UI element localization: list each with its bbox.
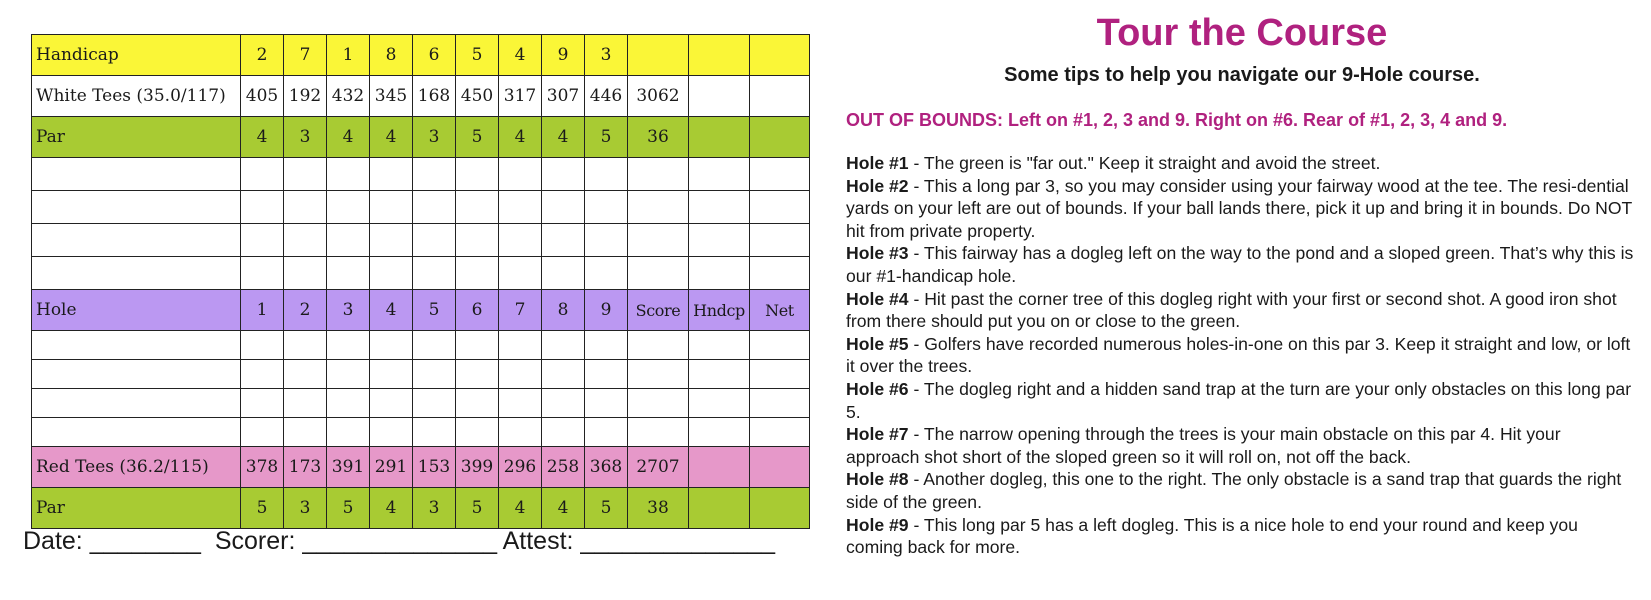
par-red-row bbox=[32, 488, 810, 529]
par-cell: 4 bbox=[542, 117, 585, 158]
score-cell[interactable] bbox=[284, 224, 327, 257]
score-cell[interactable] bbox=[750, 158, 810, 191]
par-label: Par bbox=[32, 488, 241, 529]
score-cell[interactable] bbox=[628, 224, 689, 257]
score-cell[interactable] bbox=[241, 191, 284, 224]
score-cell[interactable] bbox=[284, 418, 327, 447]
score-cell[interactable] bbox=[456, 418, 499, 447]
hole-tip-text: - Hit past the corner tree of this dogleg right with your first or second shot. A good iron shot from there should put you on or close to the green. bbox=[846, 288, 1617, 332]
score-cell[interactable] bbox=[456, 224, 499, 257]
score-cell[interactable] bbox=[241, 257, 284, 290]
player-name-cell[interactable] bbox=[32, 158, 241, 191]
score-cell[interactable] bbox=[499, 224, 542, 257]
handicap-cell: 2 bbox=[241, 35, 284, 76]
score-cell[interactable] bbox=[750, 191, 810, 224]
score-cell[interactable] bbox=[750, 360, 810, 389]
hndcp-header: Hndcp bbox=[689, 290, 750, 331]
score-cell[interactable] bbox=[585, 360, 628, 389]
par-cell: 5 bbox=[456, 117, 499, 158]
score-cell[interactable] bbox=[750, 418, 810, 447]
score-cell[interactable] bbox=[413, 191, 456, 224]
handicap-cell: 5 bbox=[456, 35, 499, 76]
score-cell[interactable] bbox=[750, 389, 810, 418]
score-cell[interactable] bbox=[689, 191, 750, 224]
handicap-cell: 4 bbox=[499, 35, 542, 76]
score-cell[interactable] bbox=[542, 418, 585, 447]
par-cell: 5 bbox=[585, 488, 628, 529]
white-tees-cell: 446 bbox=[585, 76, 628, 117]
score-cell[interactable] bbox=[689, 257, 750, 290]
score-cell[interactable] bbox=[456, 389, 499, 418]
hole-label: Hole bbox=[32, 290, 241, 331]
score-cell[interactable] bbox=[628, 360, 689, 389]
score-cell[interactable] bbox=[413, 224, 456, 257]
player-row bbox=[32, 360, 810, 389]
par-label: Par bbox=[32, 117, 241, 158]
player-name-cell[interactable] bbox=[32, 389, 241, 418]
par-cell: 5 bbox=[241, 488, 284, 529]
handicap-cell: 7 bbox=[284, 35, 327, 76]
player-name-cell[interactable] bbox=[32, 418, 241, 447]
red-tees-cell: 391 bbox=[327, 447, 370, 488]
score-cell[interactable] bbox=[413, 331, 456, 360]
score-cell[interactable] bbox=[241, 389, 284, 418]
red-tees-cell: 399 bbox=[456, 447, 499, 488]
hole-tip-text: - This fairway has a dogleg left on the way to the pond and a sloped green. That’s why this is our #1-handicap hole. bbox=[846, 243, 1634, 286]
hole-row bbox=[32, 290, 810, 331]
page-title: Tour the Course bbox=[1096, 12, 1388, 54]
hole-tip-label: Hole #5 bbox=[846, 333, 909, 354]
red-tees-cell bbox=[689, 447, 750, 488]
score-cell[interactable] bbox=[456, 331, 499, 360]
page-subtitle: Some tips to help you navigate our 9-Hole course. bbox=[1004, 64, 1480, 86]
white-tees-cell bbox=[750, 76, 810, 117]
par-cell: 3 bbox=[413, 117, 456, 158]
score-cell[interactable] bbox=[542, 389, 585, 418]
score-cell[interactable] bbox=[689, 224, 750, 257]
hole-tip-text: - Another dogleg, this one to the right. The only obstacle is a sand trap that guards the right side of the green. bbox=[846, 469, 1622, 512]
handicap-cell bbox=[689, 35, 750, 76]
score-cell[interactable] bbox=[327, 389, 370, 418]
score-cell[interactable] bbox=[585, 331, 628, 360]
score-cell[interactable] bbox=[585, 389, 628, 418]
score-cell[interactable] bbox=[499, 389, 542, 418]
par-cell: 38 bbox=[628, 488, 689, 529]
white-tees-row bbox=[32, 76, 810, 117]
hole-number: 3 bbox=[327, 290, 370, 331]
white-tees-cell: 307 bbox=[542, 76, 585, 117]
player-row bbox=[32, 389, 810, 418]
par-cell: 5 bbox=[456, 488, 499, 529]
score-cell[interactable] bbox=[327, 224, 370, 257]
hole-tip-text: - This long par 5 has a left dogleg. This is a nice hole to end your round and keep you coming back for more. bbox=[846, 514, 1578, 558]
white-tees-cell: 345 bbox=[370, 76, 413, 117]
hole-tip-text: - The dogleg right and a hidden sand trap at the turn are your only obstacles on this long par 5. bbox=[846, 378, 1632, 422]
player-name-cell[interactable] bbox=[32, 257, 241, 290]
score-cell[interactable] bbox=[241, 418, 284, 447]
score-cell[interactable] bbox=[499, 191, 542, 224]
handicap-cell: 3 bbox=[585, 35, 628, 76]
hole-tip bbox=[846, 175, 1638, 243]
handicap-cell: 8 bbox=[370, 35, 413, 76]
score-header: Score bbox=[628, 290, 689, 331]
handicap-cell bbox=[750, 35, 810, 76]
score-cell[interactable] bbox=[370, 331, 413, 360]
handicap-cell: 1 bbox=[327, 35, 370, 76]
par-cell: 36 bbox=[628, 117, 689, 158]
hole-tip-text: - Golfers have recorded numerous holes-in-one on this par 3. Keep it straight and low, or loft it over the trees. bbox=[846, 333, 1631, 377]
red-tees-cell: 153 bbox=[413, 447, 456, 488]
score-cell[interactable] bbox=[327, 191, 370, 224]
red-tees-cell: 173 bbox=[284, 447, 327, 488]
score-cell[interactable] bbox=[542, 224, 585, 257]
hole-number: 5 bbox=[413, 290, 456, 331]
score-cell[interactable] bbox=[370, 158, 413, 191]
score-cell[interactable] bbox=[585, 418, 628, 447]
score-cell[interactable] bbox=[628, 191, 689, 224]
white-tees-cell: 450 bbox=[456, 76, 499, 117]
score-cell[interactable] bbox=[585, 257, 628, 290]
player-row bbox=[32, 257, 810, 290]
attest-field[interactable]: Attest: ______________ bbox=[502, 527, 776, 555]
score-cell[interactable] bbox=[750, 257, 810, 290]
score-cell[interactable] bbox=[413, 360, 456, 389]
player-row bbox=[32, 418, 810, 447]
score-cell[interactable] bbox=[542, 331, 585, 360]
player-row bbox=[32, 331, 810, 360]
score-cell[interactable] bbox=[284, 331, 327, 360]
red-tees-cell: 368 bbox=[585, 447, 628, 488]
par-white-row bbox=[32, 117, 810, 158]
hole-tip bbox=[846, 378, 1638, 423]
hole-tip-label: Hole #9 bbox=[846, 514, 909, 535]
score-cell[interactable] bbox=[750, 331, 810, 360]
score-cell[interactable] bbox=[370, 224, 413, 257]
score-cell[interactable] bbox=[689, 158, 750, 191]
score-cell[interactable] bbox=[689, 418, 750, 447]
score-cell[interactable] bbox=[456, 257, 499, 290]
hole-number: 1 bbox=[241, 290, 284, 331]
scorecard-table bbox=[31, 34, 810, 529]
score-cell[interactable] bbox=[499, 158, 542, 191]
player-name-cell[interactable] bbox=[32, 191, 241, 224]
par-cell bbox=[689, 488, 750, 529]
par-cell: 4 bbox=[327, 117, 370, 158]
hole-tip-text: - This a long par 3, so you may consider using your fairway wood at the tee. The resi-dential yards on your left are out of bounds. If your ball lands there, pick it up and bring it in bounds. Do NOT hit from private property. bbox=[846, 175, 1632, 241]
white-tees-cell: 168 bbox=[413, 76, 456, 117]
score-cell[interactable] bbox=[370, 191, 413, 224]
score-cell[interactable] bbox=[327, 360, 370, 389]
red-tees-cell bbox=[750, 447, 810, 488]
hole-number: 6 bbox=[456, 290, 499, 331]
out-of-bounds-note: OUT OF BOUNDS: Left on #1, 2, 3 and 9. Right on #6. Rear of #1, 2, 3, 4 and 9. bbox=[846, 110, 1508, 130]
hole-tip bbox=[846, 468, 1638, 513]
par-cell: 4 bbox=[499, 488, 542, 529]
red-tees-cell: 258 bbox=[542, 447, 585, 488]
score-cell[interactable] bbox=[284, 360, 327, 389]
score-cell[interactable] bbox=[327, 158, 370, 191]
player-row bbox=[32, 158, 810, 191]
hole-number: 8 bbox=[542, 290, 585, 331]
score-cell[interactable] bbox=[628, 158, 689, 191]
hole-tip-label: Hole #3 bbox=[846, 243, 909, 264]
white-tees-cell: 317 bbox=[499, 76, 542, 117]
handicap-cell: 6 bbox=[413, 35, 456, 76]
handicap-label: Handicap bbox=[32, 35, 241, 76]
hole-tip bbox=[846, 423, 1638, 468]
player-row bbox=[32, 224, 810, 257]
par-cell: 4 bbox=[499, 117, 542, 158]
score-cell[interactable] bbox=[689, 389, 750, 418]
score-cell[interactable] bbox=[327, 418, 370, 447]
score-cell[interactable] bbox=[542, 360, 585, 389]
hole-tip-label: Hole #1 bbox=[846, 153, 909, 173]
score-cell[interactable] bbox=[585, 158, 628, 191]
score-cell[interactable] bbox=[413, 158, 456, 191]
red-tees-cell: 291 bbox=[370, 447, 413, 488]
hole-tip bbox=[846, 288, 1638, 333]
white-tees-label: White Tees (35.0/117) bbox=[32, 76, 241, 117]
hole-tip-label: Hole #8 bbox=[846, 469, 909, 490]
handicap-cell bbox=[628, 35, 689, 76]
hole-tip bbox=[846, 333, 1638, 378]
score-cell[interactable] bbox=[542, 257, 585, 290]
signature-line bbox=[23, 527, 775, 556]
par-cell: 4 bbox=[370, 117, 413, 158]
score-cell[interactable] bbox=[542, 191, 585, 224]
hole-tip bbox=[846, 242, 1638, 287]
player-name-cell[interactable] bbox=[32, 224, 241, 257]
score-cell[interactable] bbox=[628, 257, 689, 290]
score-cell[interactable] bbox=[284, 257, 327, 290]
date-field[interactable]: Date: ________ bbox=[23, 527, 201, 555]
hole-tip-text: - The narrow opening through the trees is your main obstacle on this par 4. Hit your approach shot short of the sloped green so it will roll on, not off the back. bbox=[846, 424, 1561, 467]
score-cell[interactable] bbox=[370, 257, 413, 290]
par-cell: 3 bbox=[284, 117, 327, 158]
player-name-cell[interactable] bbox=[32, 331, 241, 360]
score-cell[interactable] bbox=[750, 224, 810, 257]
score-cell[interactable] bbox=[284, 389, 327, 418]
score-cell[interactable] bbox=[327, 257, 370, 290]
red-tees-label: Red Tees (36.2/115) bbox=[32, 447, 241, 488]
course-tips-panel bbox=[846, 10, 1638, 559]
red-tees-cell: 2707 bbox=[628, 447, 689, 488]
score-cell[interactable] bbox=[689, 360, 750, 389]
white-tees-cell: 192 bbox=[284, 76, 327, 117]
score-cell[interactable] bbox=[413, 257, 456, 290]
hole-number: 2 bbox=[284, 290, 327, 331]
score-cell[interactable] bbox=[413, 418, 456, 447]
score-cell[interactable] bbox=[284, 191, 327, 224]
score-cell[interactable] bbox=[499, 418, 542, 447]
white-tees-cell: 3062 bbox=[628, 76, 689, 117]
score-cell[interactable] bbox=[370, 360, 413, 389]
score-cell[interactable] bbox=[413, 389, 456, 418]
par-cell: 3 bbox=[413, 488, 456, 529]
score-cell[interactable] bbox=[628, 389, 689, 418]
hole-number: 4 bbox=[370, 290, 413, 331]
par-cell: 4 bbox=[241, 117, 284, 158]
score-cell[interactable] bbox=[499, 331, 542, 360]
par-cell bbox=[689, 117, 750, 158]
scorer-field[interactable]: Scorer: ______________ bbox=[214, 527, 498, 555]
handicap-row bbox=[32, 35, 810, 76]
hole-number: 9 bbox=[585, 290, 628, 331]
hole-number: 7 bbox=[499, 290, 542, 331]
par-cell bbox=[750, 117, 810, 158]
player-row bbox=[32, 191, 810, 224]
par-cell: 5 bbox=[585, 117, 628, 158]
score-cell[interactable] bbox=[241, 360, 284, 389]
score-cell[interactable] bbox=[499, 360, 542, 389]
par-cell: 4 bbox=[542, 488, 585, 529]
score-cell[interactable] bbox=[327, 331, 370, 360]
score-cell[interactable] bbox=[456, 360, 499, 389]
hole-tip bbox=[846, 514, 1638, 559]
score-cell[interactable] bbox=[284, 158, 327, 191]
score-cell[interactable] bbox=[628, 331, 689, 360]
hole-tip bbox=[846, 152, 1638, 175]
red-tees-cell: 296 bbox=[499, 447, 542, 488]
score-cell[interactable] bbox=[499, 257, 542, 290]
score-cell[interactable] bbox=[456, 158, 499, 191]
score-cell[interactable] bbox=[241, 331, 284, 360]
par-cell: 5 bbox=[327, 488, 370, 529]
score-cell[interactable] bbox=[456, 191, 499, 224]
hole-tip-label: Hole #4 bbox=[846, 288, 909, 309]
par-cell: 3 bbox=[284, 488, 327, 529]
score-cell[interactable] bbox=[689, 331, 750, 360]
par-cell: 4 bbox=[370, 488, 413, 529]
white-tees-cell: 405 bbox=[241, 76, 284, 117]
hole-tip-label: Hole #2 bbox=[846, 175, 909, 196]
white-tees-cell bbox=[689, 76, 750, 117]
score-cell[interactable] bbox=[370, 418, 413, 447]
player-name-cell[interactable] bbox=[32, 360, 241, 389]
score-cell[interactable] bbox=[370, 389, 413, 418]
hole-tips-list bbox=[846, 152, 1638, 559]
score-cell[interactable] bbox=[542, 158, 585, 191]
par-cell bbox=[750, 488, 810, 529]
score-cell[interactable] bbox=[628, 418, 689, 447]
hole-tip-label: Hole #6 bbox=[846, 378, 909, 399]
red-tees-row bbox=[32, 447, 810, 488]
score-cell[interactable] bbox=[585, 191, 628, 224]
handicap-cell: 9 bbox=[542, 35, 585, 76]
hole-tip-label: Hole #7 bbox=[846, 424, 909, 445]
score-cell[interactable] bbox=[241, 158, 284, 191]
net-header: Net bbox=[750, 290, 810, 331]
red-tees-cell: 378 bbox=[241, 447, 284, 488]
hole-tip-text: - The green is "far out." Keep it straight and avoid the street. bbox=[908, 153, 1381, 173]
score-cell[interactable] bbox=[585, 224, 628, 257]
score-cell[interactable] bbox=[241, 224, 284, 257]
white-tees-cell: 432 bbox=[327, 76, 370, 117]
